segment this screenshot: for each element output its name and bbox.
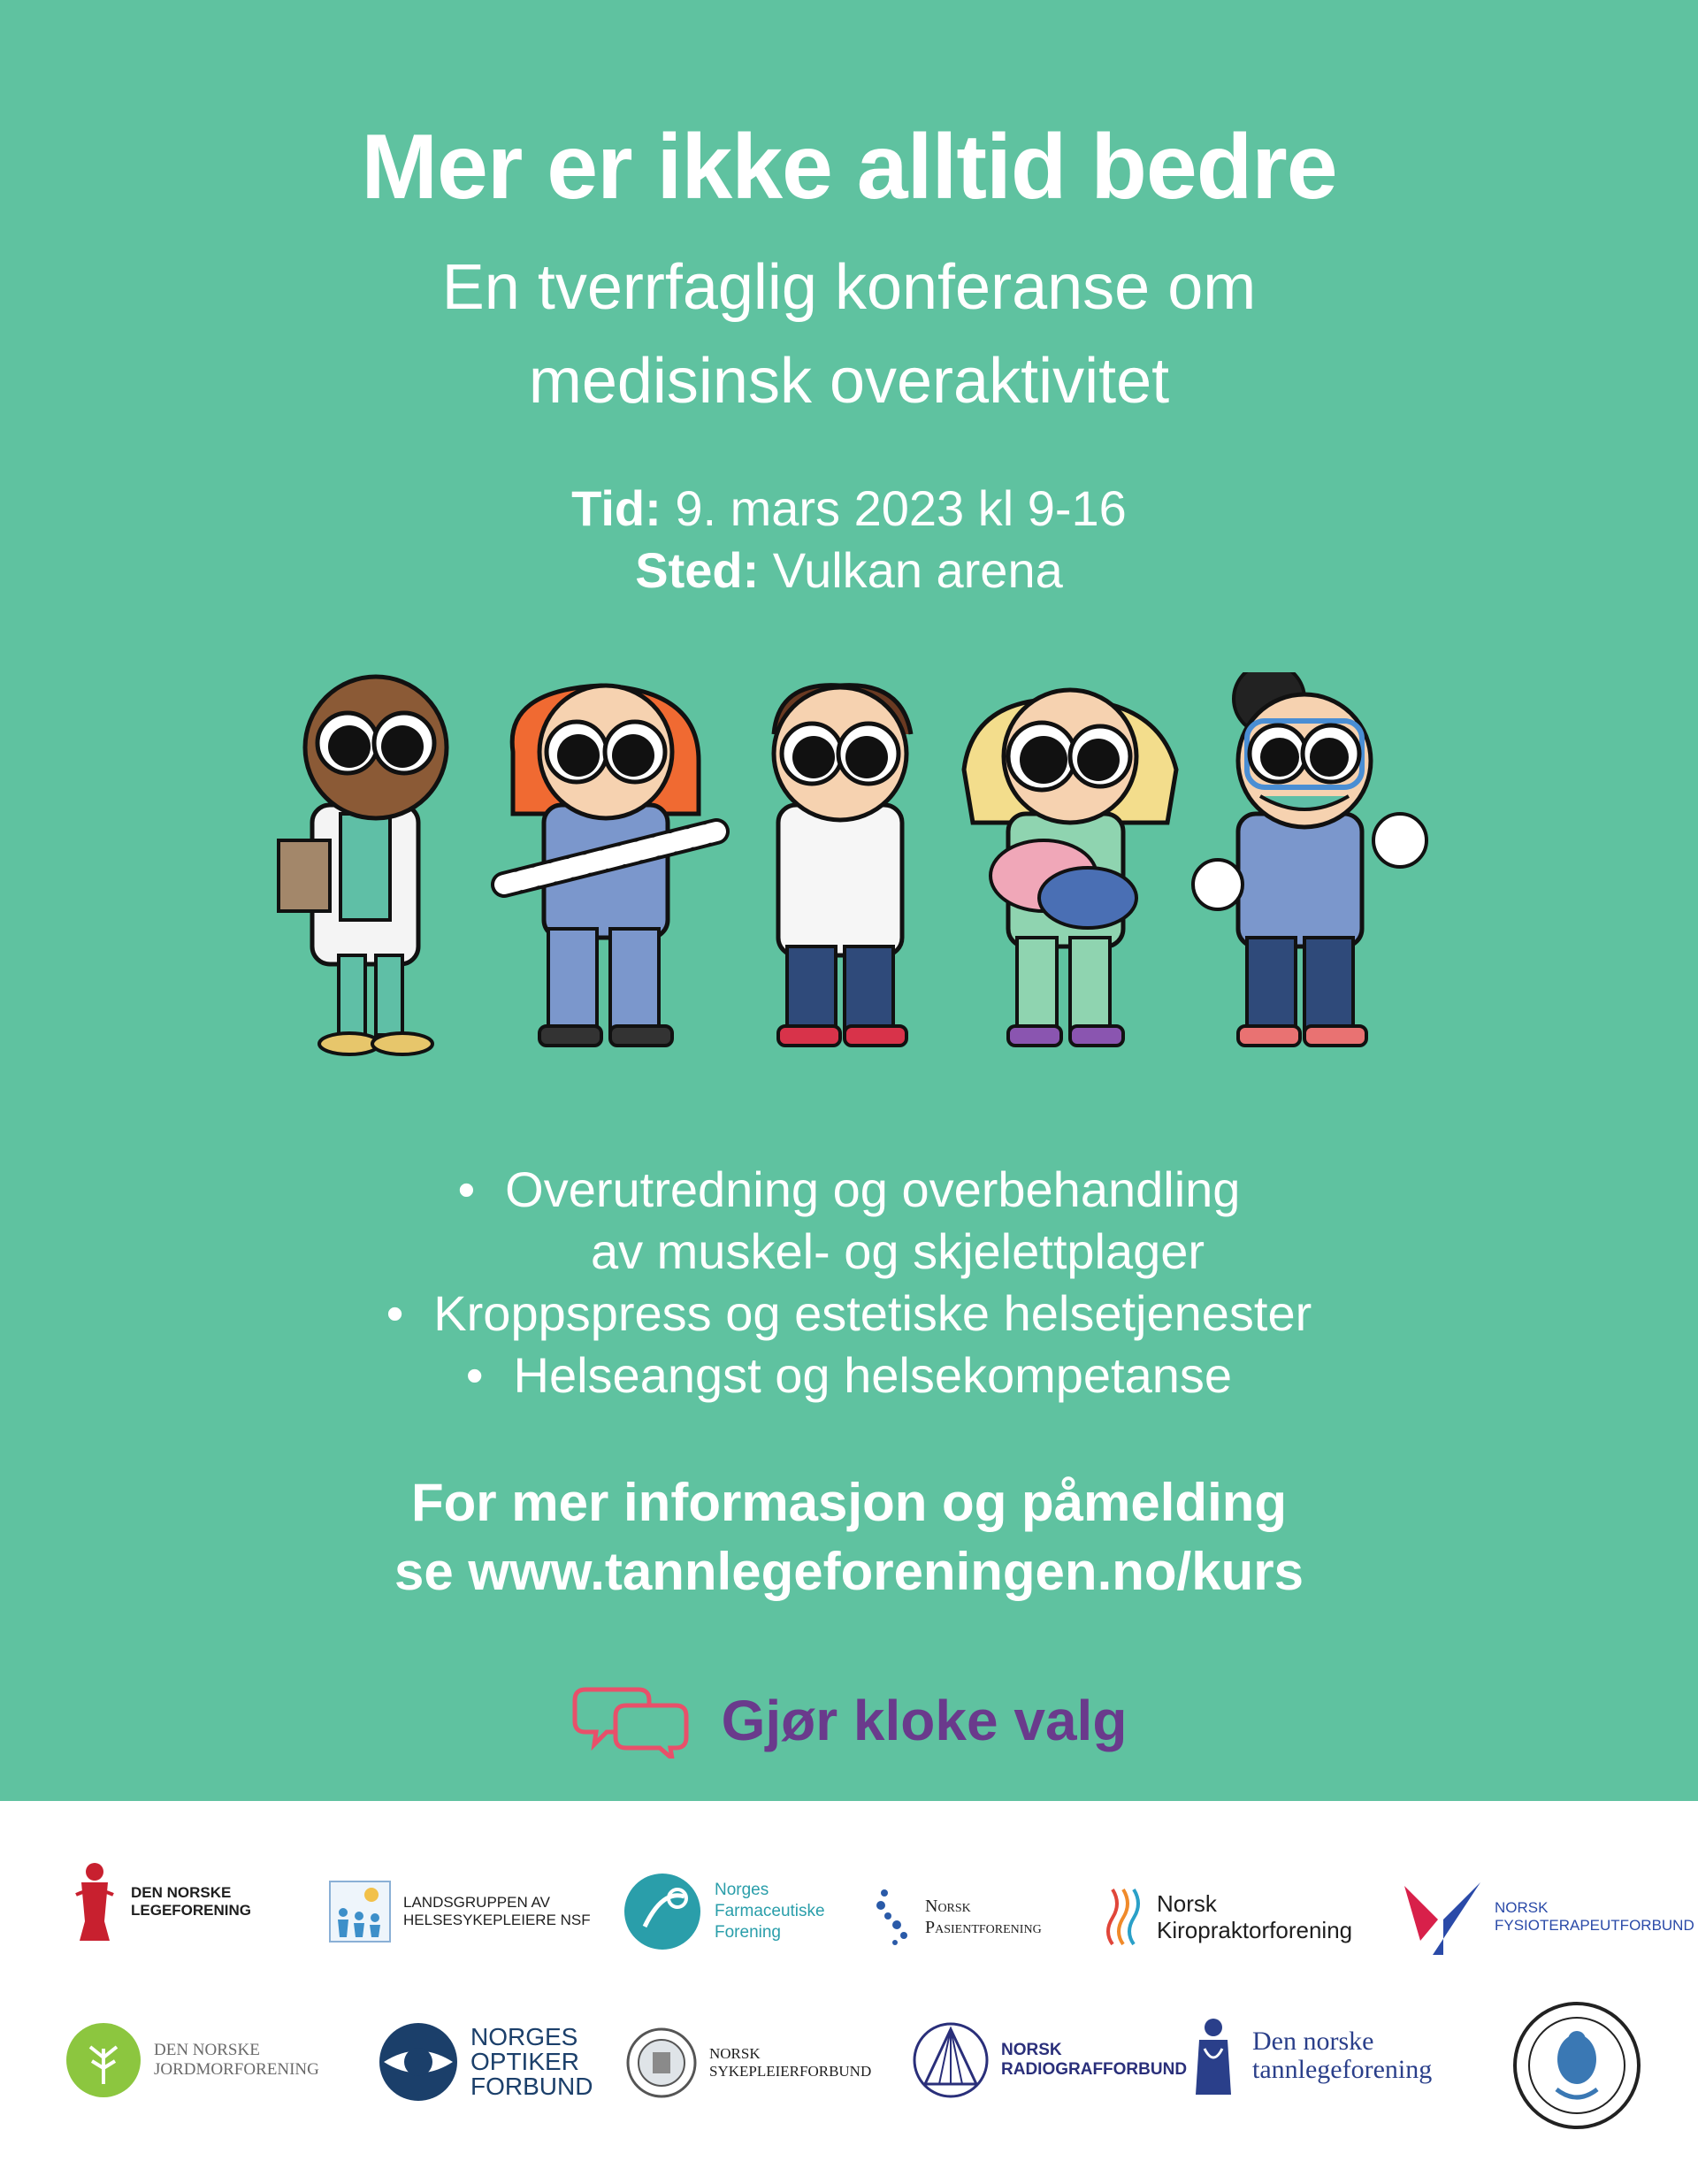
place-label: Sted: <box>635 542 760 598</box>
y-shape-icon <box>1403 1877 1482 1957</box>
eye-lens-icon <box>379 2022 458 2102</box>
logo-jordmorforening <box>65 2022 319 2098</box>
time-value: 9. mars 2023 kl 9-16 <box>661 480 1127 536</box>
logo-farmaceutiske <box>623 1872 825 1951</box>
logo-fysioterapeutforbund <box>1403 1877 1694 1957</box>
topic-item <box>0 1345 1698 1406</box>
event-details <box>0 478 1698 602</box>
bullet-dot: • <box>386 1285 404 1341</box>
subtitle-line-1: En tverrfaglig konferanse om <box>441 252 1257 323</box>
logo-landsgruppen-text: LANDSGRUPPEN AV HELSESYKEPLEIERE NSF <box>403 1894 591 1928</box>
logo-pasientforening <box>874 1886 1042 1948</box>
topic-item <box>0 1283 1698 1345</box>
spine-waves-icon <box>1105 1886 1144 1948</box>
place-value: Vulkan arena <box>759 542 1063 598</box>
partner-logos <box>0 1801 1698 2184</box>
topic-1-line-2: av muskel- og skjelettplager <box>590 1223 1205 1279</box>
character-dentist <box>1193 672 1426 1046</box>
logo-optikerforbund-text: NORGES OPTIKER FORBUND <box>470 2023 593 2100</box>
topic-3: Helseangst og helsekompetanse <box>513 1347 1233 1403</box>
children-icon <box>329 1881 391 1943</box>
topic-item <box>0 1159 1698 1283</box>
slogan-text: Gjør kloke valg <box>721 1689 1128 1752</box>
logo-farmaceutiske-text: Norges Farmaceutiske Forening <box>715 1881 825 1942</box>
logo-tannlegeforening-text: Den norske tannlegeforening <box>1252 2027 1433 2084</box>
event-time <box>0 478 1698 540</box>
logo-radiograffforbund <box>913 2022 1187 2098</box>
triangle-rays-icon <box>913 2022 989 2098</box>
bullet-dot: • <box>457 1161 476 1217</box>
logo-legeforening <box>71 1859 251 1944</box>
jordmor-seal-icon <box>1512 2001 1641 2130</box>
logo-jordmorforening-text: DEN NORSKE JORDMORFORENING <box>154 2041 319 2079</box>
poster-subtitle <box>0 241 1698 428</box>
dots-icon <box>874 1886 913 1948</box>
logo-sykepleierforbund-text: NORSK SYKEPLEIERFORBUND <box>709 2045 872 2080</box>
seal-icon <box>626 2027 697 2098</box>
logo-tannlegeforening <box>1187 2013 1432 2098</box>
character-blonde-baby <box>964 690 1176 1046</box>
more-info <box>0 1468 1698 1606</box>
character-doctor <box>279 677 447 1054</box>
logo-radiograffforbund-text: NORSK RADIOGRAFFORBUND <box>1001 2041 1188 2079</box>
pharmacy-circle-icon <box>623 1872 702 1951</box>
character-white-coat <box>774 686 911 1046</box>
topic-2: Kroppspress og estetiske helsetjenester <box>433 1285 1312 1341</box>
topic-list <box>0 1159 1698 1406</box>
cta-line-1: For mer informasjon og påmelding <box>410 1473 1288 1532</box>
logo-sykepleierforbund <box>626 2027 871 2098</box>
logo-legeforening-text: DEN NORSKE LEGEFORENING <box>131 1884 252 1919</box>
poster-title: Mer er ikke alltid bedre <box>361 116 1337 218</box>
tree-icon <box>65 2022 142 2098</box>
character-red-hair <box>504 686 716 1046</box>
aesculapius-icon <box>71 1859 119 1944</box>
cta-link[interactable]: se www.tannlegeforeningen.no/kurs <box>394 1542 1304 1601</box>
logo-kiropraktorforening-text: Norsk Kiropraktorforening <box>1157 1890 1353 1943</box>
topic-1-line-1: Overutredning og overbehandling <box>505 1161 1241 1217</box>
health-workers-illustration <box>261 672 1446 1070</box>
logo-kiropraktorforening <box>1105 1886 1352 1948</box>
bullet-dot: • <box>465 1347 484 1403</box>
speech-bubbles-icon <box>571 1682 695 1759</box>
logo-optikerforbund <box>379 2022 593 2102</box>
logo-fysioterapeutforbund-text: NORSK FYSIOTERAPEUTFORBUND <box>1495 1899 1694 1934</box>
slogan <box>0 1681 1698 1760</box>
logo-pasientforening-text: Norsk Pasientforening <box>925 1897 1042 1937</box>
event-place <box>0 540 1698 602</box>
subtitle-line-2: medisinsk overaktivitet <box>528 346 1170 417</box>
time-label: Tid: <box>571 480 662 536</box>
figure-icon <box>1187 2013 1240 2098</box>
logo-jordmorforbundet-seal <box>1512 2001 1641 2130</box>
logo-landsgruppen <box>329 1881 591 1943</box>
